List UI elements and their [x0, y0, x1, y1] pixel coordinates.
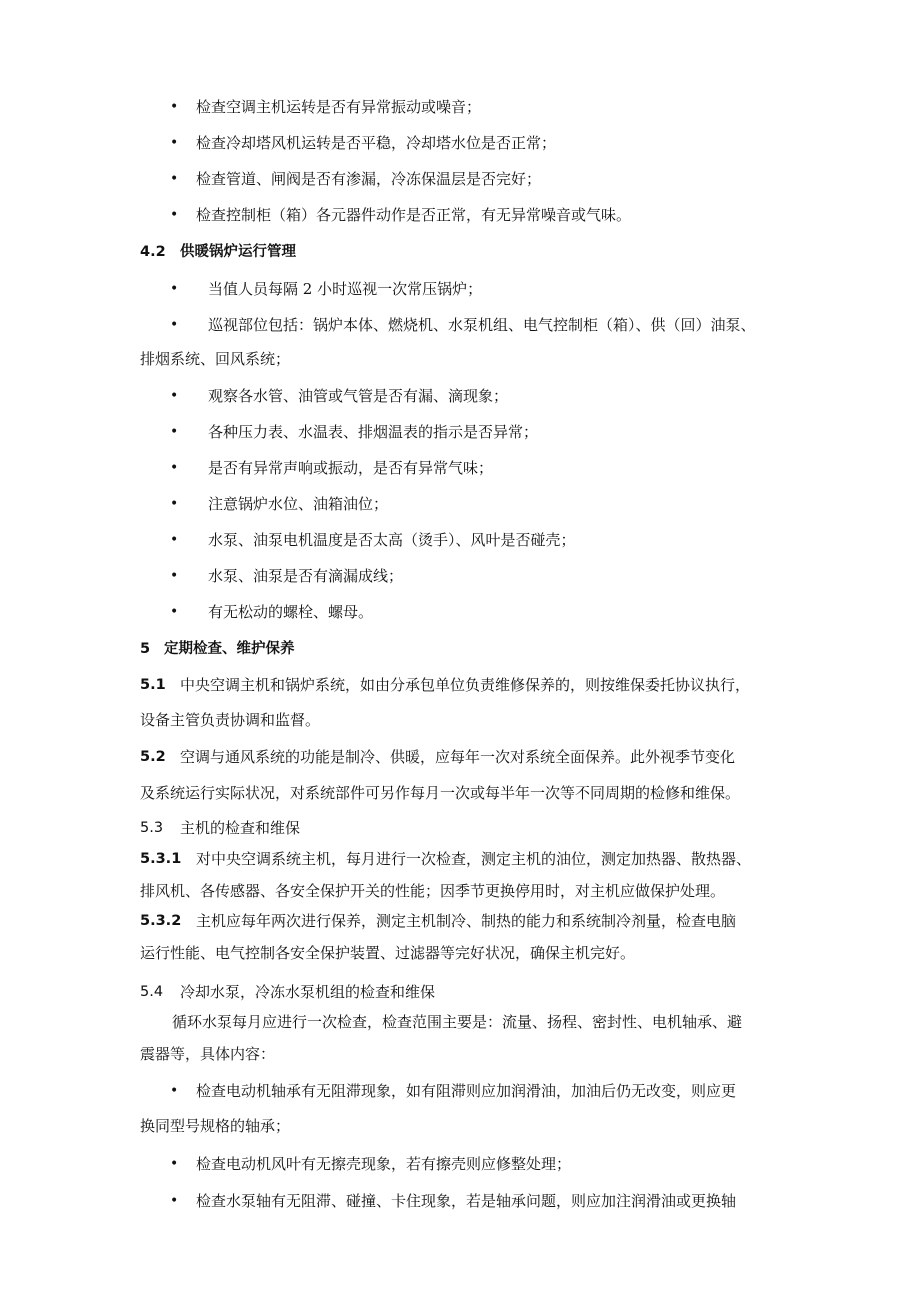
paragraph-number: 5.1	[140, 677, 166, 693]
section-number: 5.3	[140, 820, 164, 836]
list-item: 注意锅炉水位、油箱油位；	[208, 495, 389, 513]
list-item-continuation: 排烟系统、回风系统；	[140, 350, 291, 368]
bullet-icon: •	[170, 424, 179, 440]
list-item: 水泵、油泵电机温度是否太高（烫手）、风叶是否碰壳；	[208, 531, 576, 549]
paragraph-line: 排风机、各传感器、各安全保护开关的性能；因季节更换停用时，对主机应做保护处理。	[140, 882, 726, 900]
list-item: 检查电动机轴承有无阻滞现象，如有阻滞则应加润滑油，加油后仍无改变，则应更	[196, 1082, 737, 1100]
bullet-icon: •	[170, 460, 179, 476]
paragraph-line: 运行性能、电气控制各安全保护装置、过滤器等完好状况，确保主机完好。	[140, 944, 636, 962]
paragraph-line: 中央空调主机和锅炉系统，如由分承包单位负责维修保养的，则按维保委托协议执行，	[180, 676, 751, 694]
bullet-icon: •	[170, 281, 179, 297]
list-item: 检查管道、闸阀是否有渗漏，冷冻保温层是否完好；	[196, 170, 542, 188]
bullet-icon: •	[170, 496, 179, 512]
bullet-icon: •	[170, 532, 179, 548]
list-item: 检查控制柜（箱）各元器件动作是否正常，有无异常噪音或气味。	[196, 206, 632, 224]
list-item: 水泵、油泵是否有滴漏成线；	[208, 567, 404, 585]
paragraph-line: 对中央空调系统主机，每月进行一次检查，测定主机的油位，测定加热器、散热器、	[196, 850, 752, 868]
list-item: 观察各水管、油管或气管是否有漏、滴现象；	[208, 387, 509, 405]
bullet-icon: •	[170, 1193, 179, 1209]
bullet-icon: •	[170, 1083, 179, 1099]
paragraph-line: 设备主管负责协调和监督。	[140, 711, 321, 729]
paragraph-line: 循环水泵每月应进行一次检查，检查范围主要是：流量、扬程、密封性、电机轴承、避	[172, 1013, 743, 1031]
list-item-continuation: 换同型号规格的轴承；	[140, 1117, 291, 1135]
bullet-icon: •	[170, 207, 179, 223]
section-number: 5	[140, 641, 151, 657]
bullet-icon: •	[170, 317, 179, 333]
section-title: 主机的检查和维保	[180, 819, 301, 837]
section-number: 4.2	[140, 244, 166, 260]
paragraph-line: 及系统运行实际状况，对系统部件可另作每月一次或每半年一次等不同周期的检修和维保。	[140, 784, 741, 802]
list-item: 当值人员每隔 2 小时巡视一次常压锅炉；	[208, 280, 483, 298]
section-title: 冷却水泵，冷冻水泵机组的检查和维保	[180, 983, 436, 1001]
list-item: 各种压力表、水温表、排烟温表的指示是否异常；	[208, 423, 539, 441]
paragraph-number: 5.3.1	[140, 851, 182, 867]
list-item: 检查冷却塔风机运转是否平稳，冷却塔水位是否正常；	[196, 134, 557, 152]
section-title: 供暖锅炉运行管理	[180, 244, 296, 260]
list-item: 有无松动的螺栓、螺母。	[208, 603, 374, 621]
bullet-icon: •	[170, 99, 179, 115]
section-title: 定期检查、维护保养	[164, 641, 295, 657]
bullet-icon: •	[170, 604, 179, 620]
paragraph-line: 空调与通风系统的功能是制冷、供暖，应每年一次对系统全面保养。此外视季节变化	[180, 748, 736, 766]
list-item: 检查空调主机运转是否有异常振动或噪音；	[196, 98, 482, 116]
list-item: 巡视部位包括：锅炉本体、燃烧机、水泵机组、电气控制柜（箱）、供（回）油泵、	[208, 316, 756, 334]
bullet-icon: •	[170, 135, 179, 151]
bullet-icon: •	[170, 171, 179, 187]
list-item: 检查电动机风叶有无擦壳现象，若有擦壳则应修整处理；	[196, 1155, 572, 1173]
paragraph-line: 主机应每年两次进行保养，测定主机制冷、制热的能力和系统制冷剂量，检查电脑	[196, 912, 737, 930]
list-item: 检查水泵轴有无阻滞、碰撞、卡住现象，若是轴承问题，则应加注润滑油或更换轴	[196, 1192, 737, 1210]
paragraph-number: 5.3.2	[140, 913, 182, 929]
paragraph-line: 震器等，具体内容：	[140, 1045, 276, 1063]
paragraph-number: 5.2	[140, 749, 166, 765]
section-number: 5.4	[140, 984, 164, 1000]
list-item: 是否有异常声响或振动，是否有异常气味；	[208, 459, 494, 477]
bullet-icon: •	[170, 1156, 179, 1172]
bullet-icon: •	[170, 568, 179, 584]
bullet-icon: •	[170, 388, 179, 404]
